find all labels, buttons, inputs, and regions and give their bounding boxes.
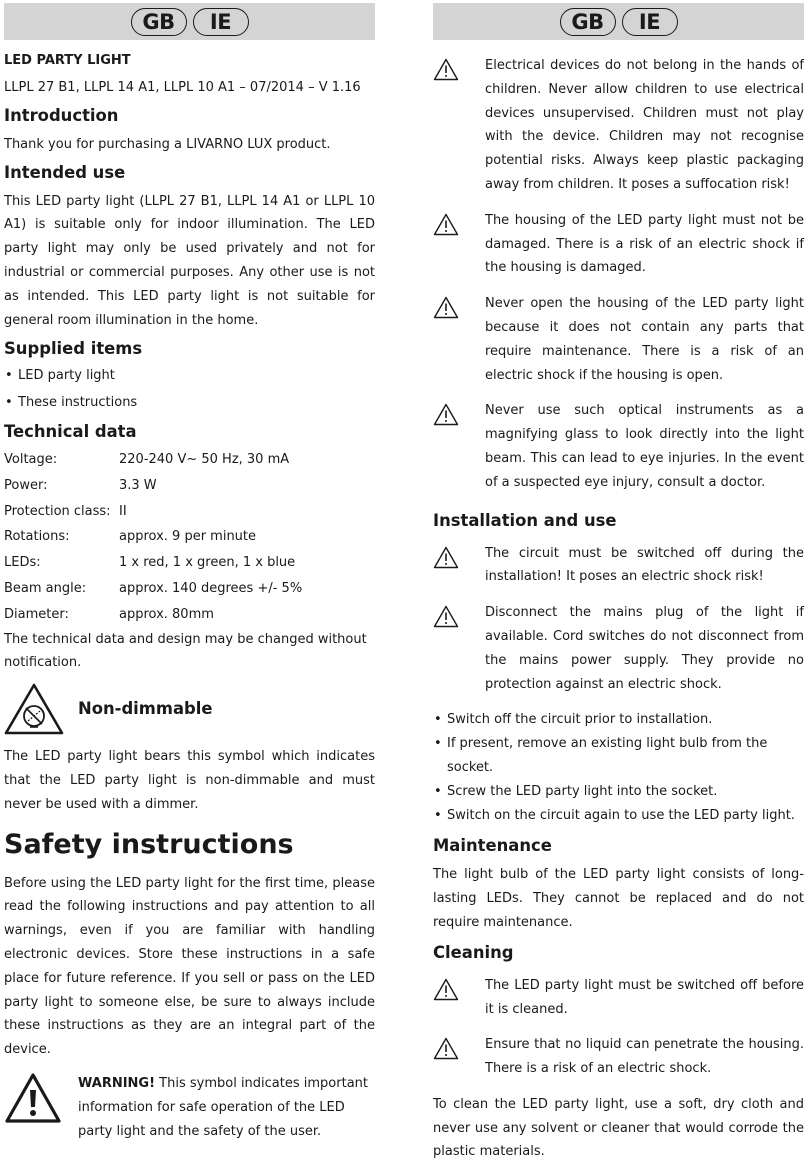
list-item: • Screw the LED party light into the socket. — [433, 780, 804, 804]
country-code-ie: IE — [193, 8, 249, 36]
list-item: • If present, remove an existing light bulb from the socket. — [433, 732, 804, 780]
installation-heading: Installation and use — [433, 510, 617, 530]
safety-warning-item — [433, 292, 804, 387]
intended-use-text: This LED party light (LLPL 27 B1, LLPL 14 A1 or LLPL 10 A1) is suitable only for indoor illumination. The LED party light may only be used privately and not for industrial or commercial purposes. Any other use is not as intended. This LED party light is not suitable for general room illumination in the home. — [4, 193, 375, 328]
warning-triangle-icon — [433, 403, 459, 426]
warning-symbol-text: WARNING! This symbol indicates important information for safe operation of the LED party light and the safety of the user. — [78, 1075, 368, 1139]
maintenance-text: The light bulb of the LED party light consists of long-lasting LEDs. They cannot be replaced and do not require maintenance. — [433, 867, 804, 930]
technical-data-table — [4, 447, 375, 628]
table-row: Protection class: II — [4, 503, 127, 519]
safety-warning-text: Never open the housing of the LED party light because it does not contain any parts that require maintenance. There is a risk of an electric shock if the housing is open. — [485, 296, 804, 383]
safety-warning-item — [433, 399, 804, 494]
warning-triangle-icon — [433, 978, 459, 1001]
warning-exclamation-icon — [4, 1072, 62, 1124]
installation-warning-item — [433, 542, 804, 590]
cleaning-warning-text: Ensure that no liquid can penetrate the housing. There is a risk of an electric shock. — [485, 1037, 804, 1077]
safety-warning-item — [433, 54, 804, 197]
installation-warning-text: Disconnect the mains plug of the light if available. Cord switches do not disconnect from the mains power supply. They provide no protection against an electric shock. — [485, 605, 804, 692]
supplied-items-list — [4, 364, 375, 415]
list-item: • These instructions — [4, 391, 375, 415]
introduction-heading: Introduction — [4, 105, 119, 125]
warning-triangle-icon — [433, 546, 459, 569]
safety-intro-text: Before using the LED party light for the first time, please read the following instructions and pay attention to all warnings, even if you are familiar with handling electronic devices. Store these instructions in a safe place for future reference. If you sell or pass on the LED party light to someone else, be sure to always include these instructions as they are an integral part of the device. — [4, 875, 375, 1058]
technical-data-note: The technical data and design may be changed without notification. — [4, 631, 367, 671]
non-dimmable-text: The LED party light bears this symbol which indicates that the LED party light is non-dimmable and must never be used with a dimmer. — [4, 749, 375, 812]
warning-triangle-icon — [433, 1037, 459, 1060]
introduction-text: Thank you for purchasing a LIVARNO LUX product. — [4, 136, 331, 152]
table-row: Power: 3.3 W — [4, 477, 157, 493]
cleaning-warning-item — [433, 974, 804, 1022]
installation-warning-text: The circuit must be switched off during the installation! It poses an electric shock risk! — [485, 545, 804, 585]
safety-warning-item — [433, 209, 804, 280]
safety-warning-text: The housing of the LED party light must not be damaged. There is a risk of an electric shock if the housing is damaged. — [485, 212, 804, 276]
table-row: LEDs: 1 x red, 1 x green, 1 x blue — [4, 555, 296, 571]
table-row: Beam angle: approx. 140 degrees +/- 5% — [4, 580, 303, 596]
warning-triangle-icon — [433, 605, 459, 628]
product-models: LLPL 27 B1, LLPL 14 A1, LLPL 10 A1 – 07/2014 – V 1.16 — [4, 80, 361, 95]
list-item: • LED party light — [4, 364, 375, 388]
safety-heading: Safety instructions — [4, 828, 294, 860]
left-column — [4, 0, 375, 1143]
installation-warning-item — [433, 601, 804, 696]
non-dimmable-block — [4, 683, 375, 735]
country-header — [4, 3, 375, 40]
country-header — [433, 3, 804, 40]
list-item: • Switch off the circuit prior to installation. — [433, 708, 804, 732]
country-code-gb: GB — [131, 8, 187, 36]
intended-use-heading: Intended use — [4, 162, 126, 182]
table-row: Rotations: approx. 9 per minute — [4, 529, 257, 545]
cleaning-warning-text: The LED party light must be switched off before it is cleaned. — [485, 977, 804, 1017]
cleaning-text: To clean the LED party light, use a soft, dry cloth and never use any solvent or cleaner that would corrode the plastic materials. — [433, 1096, 804, 1160]
warning-triangle-icon — [433, 58, 459, 81]
product-title: LED PARTY LIGHT — [4, 53, 131, 68]
non-dimmable-heading: Non-dimmable — [78, 699, 213, 719]
table-row: Diameter: approx. 80mm — [4, 606, 214, 622]
maintenance-heading: Maintenance — [433, 836, 552, 856]
installation-steps-list — [433, 708, 804, 827]
country-code-ie: IE — [622, 8, 678, 36]
warning-symbol-block — [4, 1072, 375, 1143]
country-code-gb: GB — [560, 8, 616, 36]
technical-data-heading: Technical data — [4, 421, 137, 441]
non-dimmable-icon — [4, 683, 64, 735]
list-item: • Switch on the circuit again to use the LED party light. — [433, 804, 804, 828]
safety-warning-text: Never use such optical instruments as a magnifying glass to look directly into the light beam. This can lead to eye injuries. In the event of a suspected eye injury, consult a doctor. — [485, 403, 804, 490]
cleaning-warning-item — [433, 1033, 804, 1081]
table-row: Voltage: 220-240 V~ 50 Hz, 30 mA — [4, 451, 290, 467]
warning-triangle-icon — [433, 296, 459, 319]
cleaning-heading: Cleaning — [433, 942, 514, 962]
safety-warning-text: Electrical devices do not belong in the hands of children. Never allow children to use electrical devices unsupervised. Children must not play with the device. Children may not recognise potential risks. Always keep plastic packaging away from children. It poses a suffocation risk! — [485, 58, 804, 192]
supplied-items-heading: Supplied items — [4, 339, 143, 359]
warning-triangle-icon — [433, 213, 459, 236]
right-column — [433, 0, 804, 1164]
